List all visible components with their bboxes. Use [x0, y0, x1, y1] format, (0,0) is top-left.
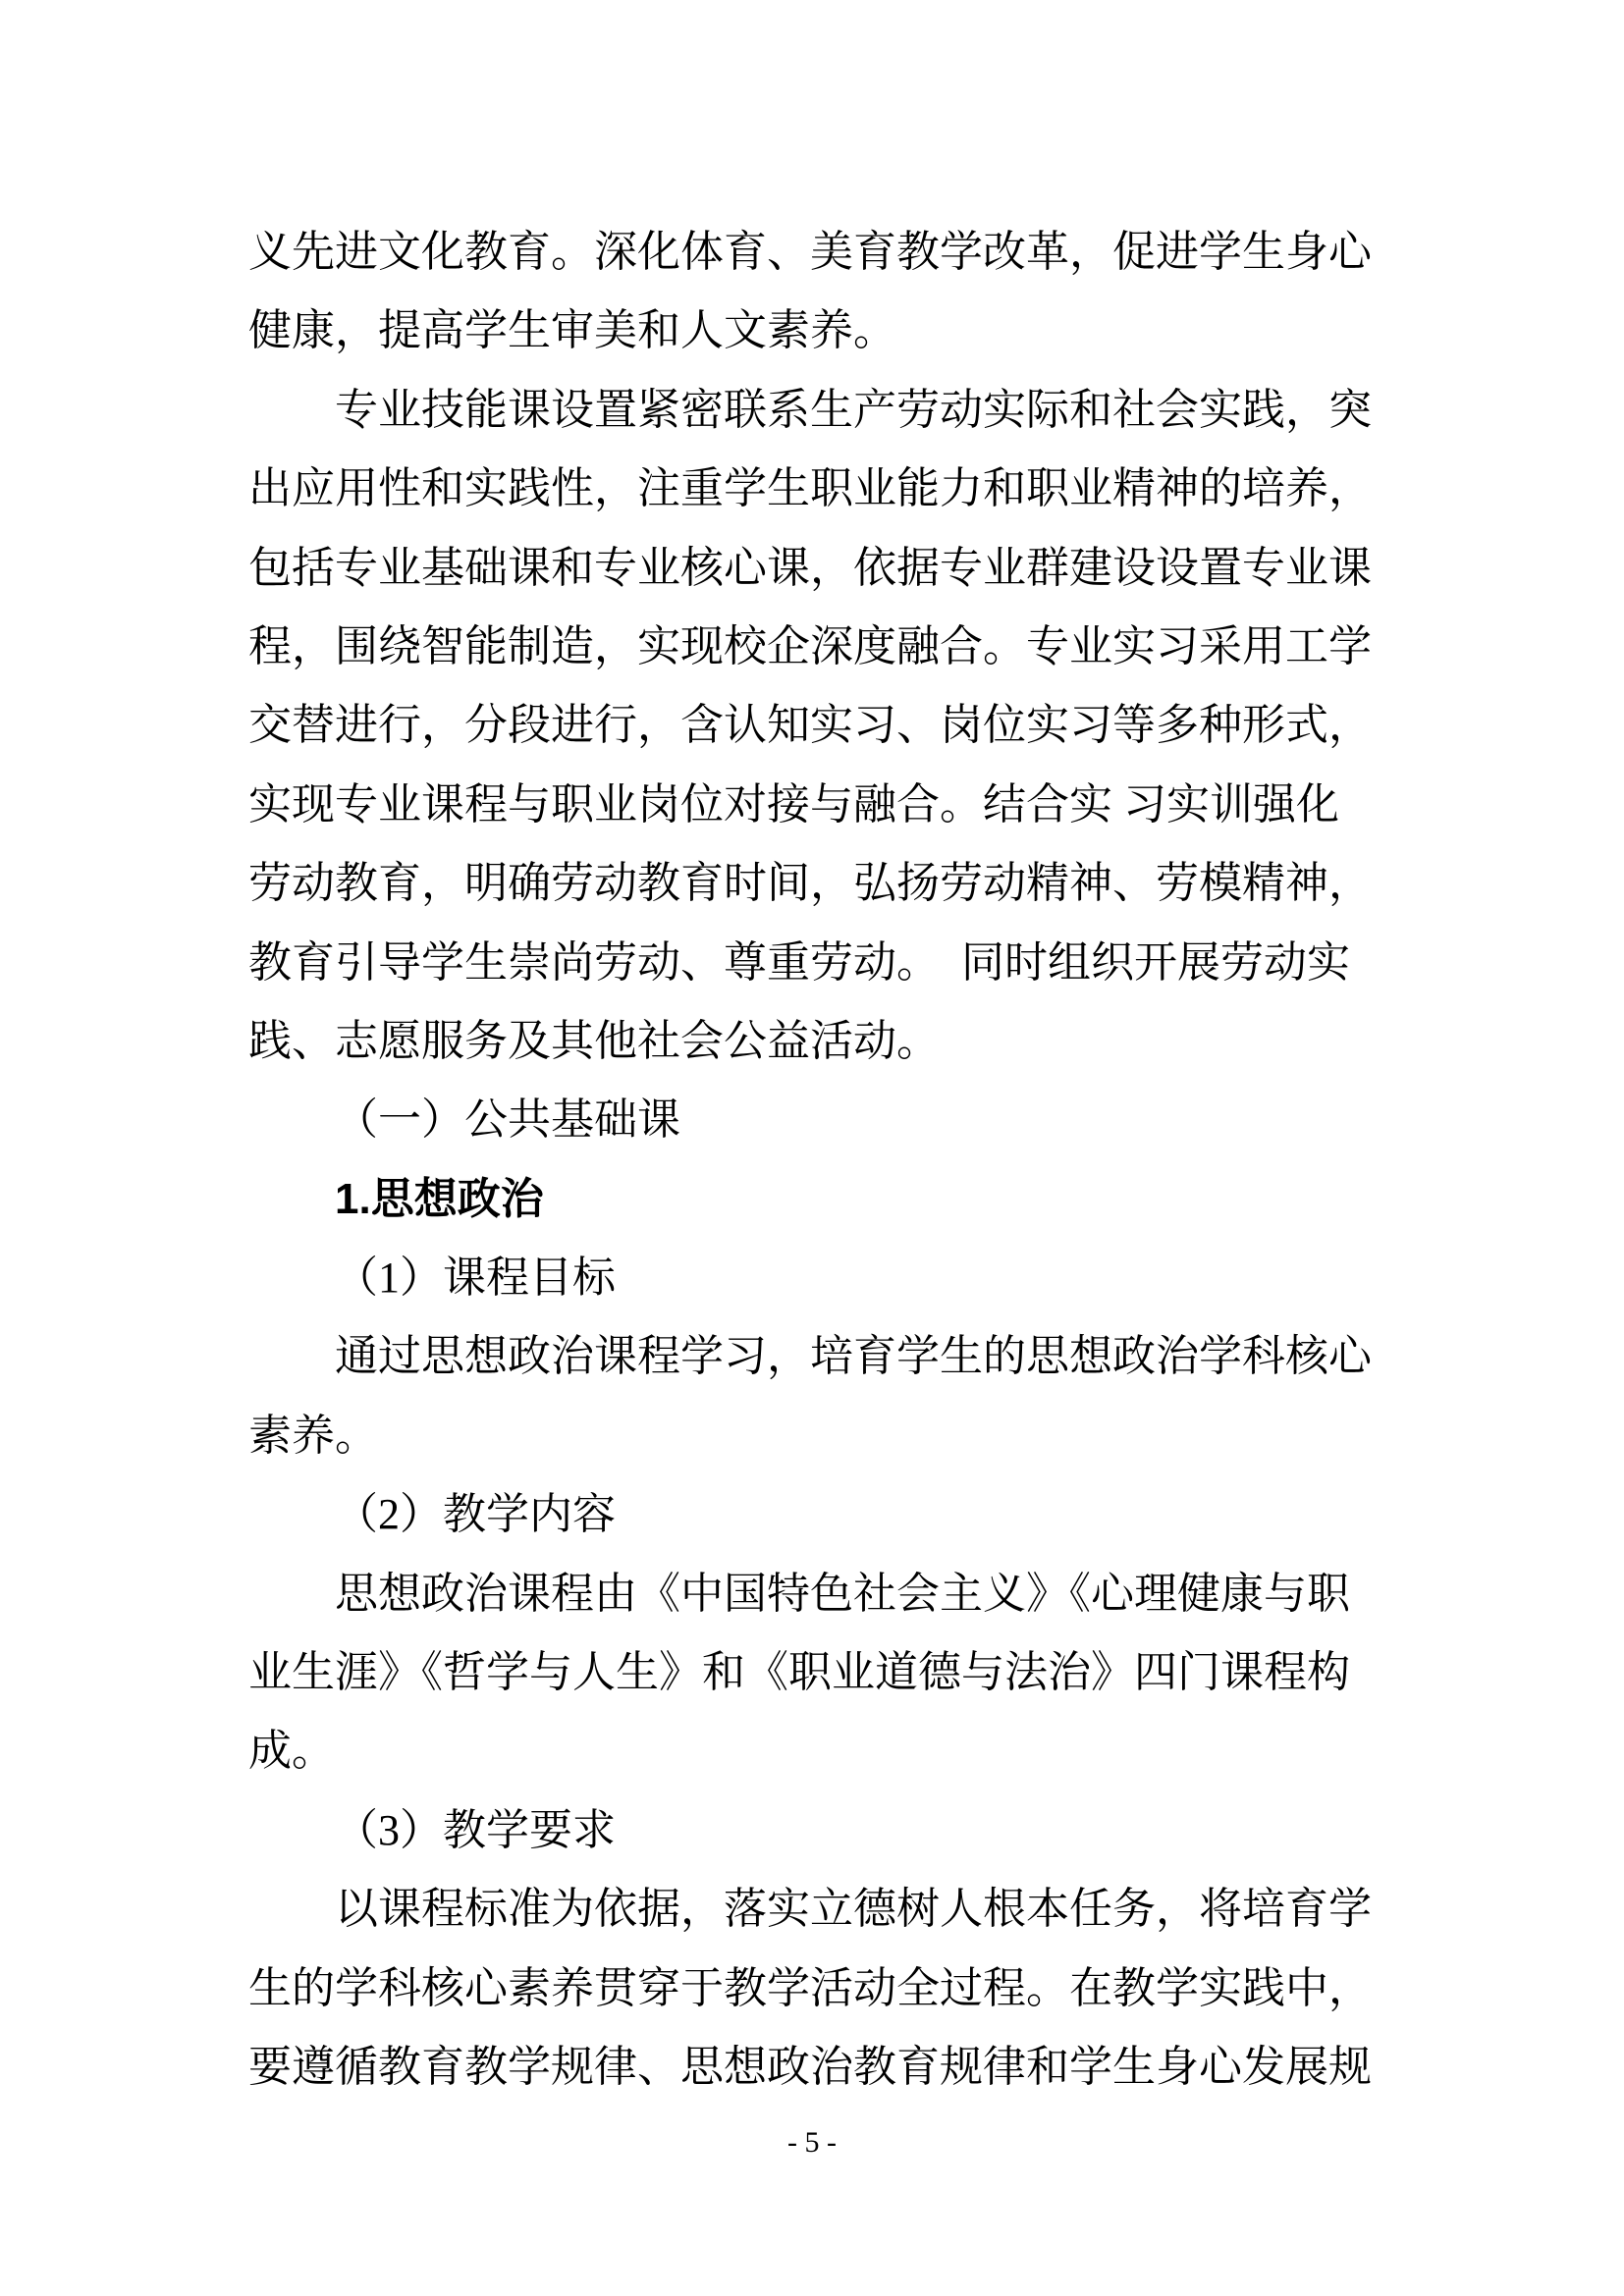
text-line: 出应用性和实践性，注重学生职业能力和职业精神的培养，	[248, 464, 1372, 513]
text-line: 思想政治课程由《中国特色社会主义》《心理健康与职	[335, 1569, 1350, 1618]
page-number: - 5 -	[787, 2126, 837, 2159]
text-line: 业生涯》《哲学与人生》和《职业道德与法治》四门课程构	[248, 1648, 1350, 1697]
text-line: （一）公共基础课	[335, 1095, 680, 1145]
text-line: 专业技能课设置紧密联系生产劳动实际和社会实践，突	[335, 385, 1372, 434]
text-line: 义先进文化教育。深化体育、美育教学改革，促进学生身心	[248, 228, 1372, 276]
text-line: 实现专业课程与职业岗位对接与融合。结合实 习实训强化	[248, 779, 1339, 828]
text-line: 践、志愿服务及其他社会公益活动。	[248, 1016, 940, 1065]
text-line: 通过思想政治课程学习，培育学生的思想政治学科核心	[335, 1332, 1372, 1381]
text-line: 素养。	[248, 1411, 378, 1460]
text-line: 成。	[248, 1727, 335, 1776]
text-line: 以课程标准为依据，落实立德树人根本任务，将培育学	[335, 1885, 1372, 1934]
text-line: 健康，提高学生审美和人文素养。	[248, 306, 896, 355]
text-line: （2）教学内容	[335, 1490, 616, 1539]
text-line: 交替进行，分段进行，含认知实习、岗位实习等多种形式，	[248, 701, 1372, 750]
text-line: （3）教学要求	[335, 1805, 616, 1854]
text-line: 1.思想政治	[335, 1174, 544, 1223]
text-line: 生的学科核心素养贯穿于教学活动全过程。在教学实践中，	[248, 1963, 1372, 2012]
text-line: 程，围绕智能制造，实现校企深度融合。专业实习采用工学	[248, 621, 1372, 670]
text-line: 要遵循教育教学规律、思想政治教育规律和学生身心发展规	[248, 2042, 1372, 2091]
text-line: 劳动教育，明确劳动教育时间，弘扬劳动精神、劳模精神，	[248, 859, 1372, 908]
text-line: （1）课程目标	[335, 1254, 616, 1303]
text-line: 包括专业基础课和专业核心课，依据专业群建设设置专业课	[248, 543, 1372, 592]
text-line: 教育引导学生崇尚劳动、尊重劳动。 同时组织开展劳动实	[248, 937, 1350, 987]
document-body	[248, 213, 1378, 2107]
